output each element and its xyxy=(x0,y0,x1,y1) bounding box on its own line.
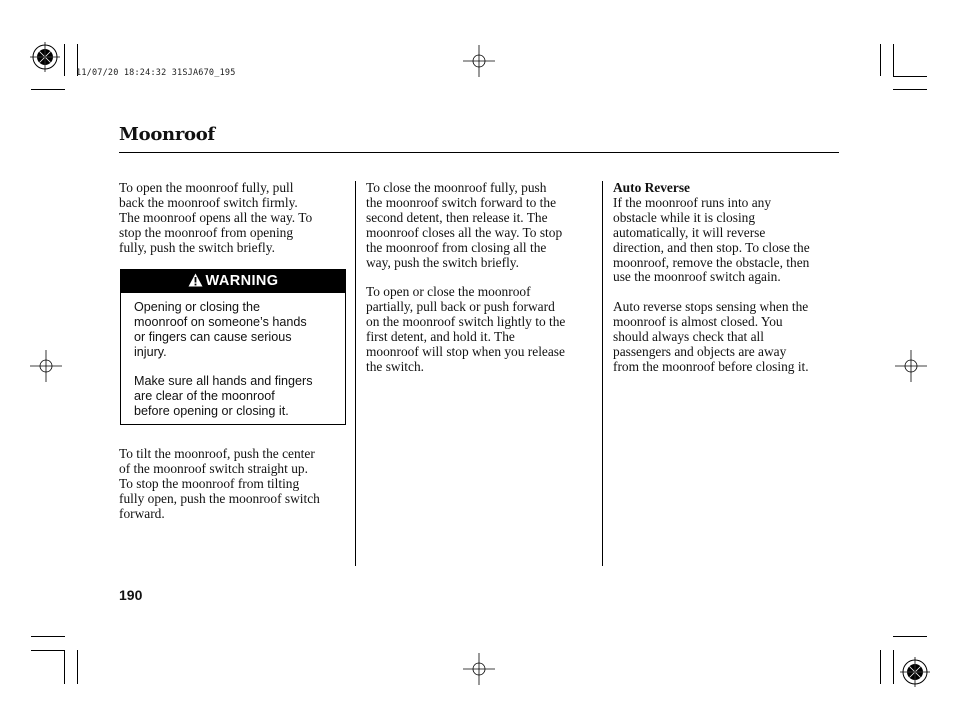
text-line: the moonroof from closing all the xyxy=(366,239,547,255)
text-line: are clear of the moonroof xyxy=(134,389,275,403)
crosshair-icon xyxy=(463,45,495,77)
crop-mark xyxy=(64,650,65,684)
registration-target-icon xyxy=(900,657,930,687)
text-line: the switch. xyxy=(366,358,425,374)
crop-mark xyxy=(64,44,65,76)
crop-mark xyxy=(893,650,894,684)
warning-text-2 xyxy=(134,374,313,419)
crop-mark xyxy=(893,89,927,90)
crop-mark xyxy=(880,650,881,684)
crosshair-icon xyxy=(895,350,927,382)
text-line: Opening or closing the xyxy=(134,300,261,314)
text-line: of the moonroof switch straight up. xyxy=(119,460,308,476)
text-line: partially, pull back or push forward xyxy=(366,298,555,314)
text-line: first detent, and hold it. The xyxy=(366,328,515,344)
crop-mark xyxy=(31,636,65,637)
text-line: obstacle while it is closing xyxy=(613,209,756,225)
text-line: direction, and then stop. To close the xyxy=(613,239,810,255)
text-line: To tilt the moonroof, push the center xyxy=(119,446,315,461)
text-line: To stop the moonroof from tilting xyxy=(119,475,300,491)
col3-section xyxy=(613,181,810,285)
text-line: Make sure all hands and fingers xyxy=(134,374,313,388)
auto-reverse-heading: Auto Reverse xyxy=(613,180,690,195)
text-line: moonroof on someone’s hands xyxy=(134,315,307,329)
text-line: injury. xyxy=(134,345,167,359)
column-divider xyxy=(602,181,603,566)
warning-text-1 xyxy=(134,300,307,360)
warning-box xyxy=(120,269,346,425)
text-line: on the moonroof switch lightly to the xyxy=(366,313,566,329)
text-line: To close the moonroof fully, push xyxy=(366,180,547,195)
text-line: or fingers can cause serious xyxy=(134,330,292,344)
text-line: before opening or closing it. xyxy=(134,404,289,418)
crop-mark xyxy=(31,89,65,90)
crop-mark xyxy=(893,76,927,77)
text-line: fully, push the switch briefly. xyxy=(119,239,275,255)
warning-label: WARNING xyxy=(205,273,279,289)
text-line: automatically, it will reverse xyxy=(613,224,766,240)
text-line: fully open, push the moonroof switch xyxy=(119,490,320,506)
crop-mark xyxy=(893,44,894,76)
text-line: forward. xyxy=(119,505,165,521)
warning-triangle-icon xyxy=(188,273,203,287)
crop-mark xyxy=(893,636,927,637)
text-line: moonroof, remove the obstacle, then xyxy=(613,254,810,270)
col3-paragraph-1 xyxy=(613,196,810,285)
text-line: the moonroof switch forward to the xyxy=(366,194,557,210)
print-stamp: 11/07/20 18:24:32 31SJA670_195 xyxy=(76,68,236,78)
text-line: way, push the switch briefly. xyxy=(366,254,519,270)
crop-mark xyxy=(880,44,881,76)
page-number: 190 xyxy=(119,587,143,603)
text-line: back the moonroof switch firmly. xyxy=(119,194,298,210)
text-line: To open the moonroof fully, pull xyxy=(119,180,294,195)
col2-paragraph-1 xyxy=(366,181,562,270)
column-divider xyxy=(355,181,356,566)
col3-paragraph-2 xyxy=(613,300,809,375)
text-line: To open or close the moonroof xyxy=(366,284,531,299)
text-line: If the moonroof runs into any xyxy=(613,194,772,210)
text-line: The moonroof opens all the way. To xyxy=(119,209,313,225)
text-line: use the moonroof switch again. xyxy=(613,269,781,285)
text-line: moonroof will stop when you release xyxy=(366,343,565,359)
crop-mark xyxy=(31,650,65,651)
text-line: stop the moonroof from opening xyxy=(119,224,294,240)
text-line: moonroof closes all the way. To stop xyxy=(366,224,563,240)
registration-target-icon xyxy=(30,42,60,72)
warning-header xyxy=(121,270,345,293)
crosshair-icon xyxy=(30,350,62,382)
text-line: passengers and objects are away xyxy=(613,343,787,359)
col1-paragraph-1 xyxy=(119,181,312,256)
text-line: should always check that all xyxy=(613,328,764,344)
title-rule xyxy=(119,152,839,153)
page-title: Moonroof xyxy=(119,124,215,145)
crop-mark xyxy=(77,650,78,684)
text-line: from the moonroof before closing it. xyxy=(613,358,809,374)
col2-paragraph-2 xyxy=(366,285,565,374)
text-line: moonroof is almost closed. You xyxy=(613,313,783,329)
text-line: Auto reverse stops sensing when the xyxy=(613,299,809,314)
text-line: second detent, then release it. The xyxy=(366,209,548,225)
crosshair-icon xyxy=(463,653,495,685)
col1-paragraph-2 xyxy=(119,447,320,522)
